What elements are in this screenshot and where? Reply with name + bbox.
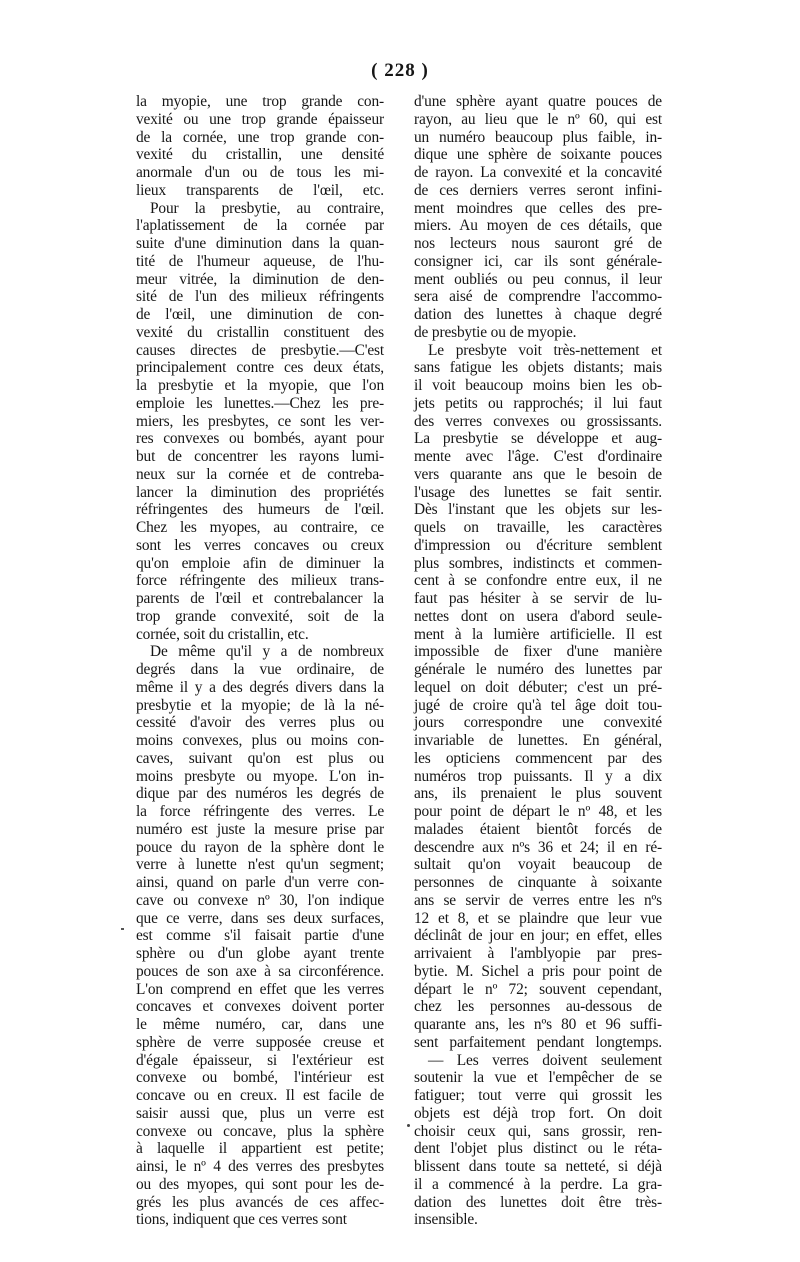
left-text-column [136,93,384,1229]
text-line: Chez les myopes, au contraire, ce [136,519,384,536]
text-line: numéros trop puissants. Il y a dix [414,767,662,785]
text-line: principalement contre ces deux états, [136,359,384,377]
text-line: moins presbyte ou myope. L'on in- [136,767,384,785]
text-line: jours correspondre une convexité [414,714,662,732]
text-line: dation des lunettes à chaque degré [414,306,662,323]
text-line: est comme s'il faisait partie d'une [136,927,384,945]
text-line: miers, les presbytes, ce sont les ver- [136,412,384,430]
text-line: blissent dans toute sa netteté, si déjà [414,1158,662,1175]
text-line: ment moindres que celles des pre- [414,199,662,217]
text-line: il a commencé à la perdre. La gra- [414,1175,662,1193]
text-line: vexité du cristallin constituent des [136,323,384,341]
page-number: ( 228 ) [371,60,429,81]
text-line: convexe ou bombé, l'intérieur est [136,1069,384,1087]
text-line: tité de l'humeur aqueuse, de l'hu- [136,252,384,270]
text-line: fatiguer; tout verre qui grossit les [414,1087,662,1104]
text-line: concave ou en creux. Il est facile de [136,1087,384,1104]
text-line: pouces de son axe à sa circonférence. [136,962,384,980]
text-line: départ le nº 72; souvent cependant, [414,980,662,998]
text-line: invariable de lunettes. En général, [414,732,662,749]
text-line: saisir aussi que, plus un verre est [136,1104,384,1122]
text-line: ainsi, quand on parle d'un verre con- [136,874,384,891]
text-line: verre à lunette n'est qu'un segment; [136,856,384,874]
text-line: impossible de fixer d'une manière [414,643,662,661]
text-line: les opticiens commencent par des [414,749,662,767]
text-line: choisir ceux qui, sans grossir, ren- [414,1122,662,1140]
text-line: grés les plus avancés de ces affec- [136,1193,384,1211]
text-line: neux sur la cornée et de contreba- [136,465,384,483]
text-line: de l'œil, une diminution de con- [136,306,384,323]
text-line: tions, indiquent que ces verres sont [136,1211,347,1229]
text-line: 12 et 8, et se plaindre que leur vue [414,909,662,927]
text-line: ans, ils prenaient le plus souvent [414,785,662,803]
text-line: cornée, soit du cristallin, etc. [136,625,309,643]
text-line: d'impression ou d'écriture semblent [414,536,662,554]
text-line: meur vitrée, la diminution de den- [136,270,384,288]
text-line: bytie. M. Sichel a pris pour point de [414,962,662,980]
text-line: de ces derniers verres seront infini- [414,181,662,199]
text-line: consigner ici, car ils sont générale- [414,252,662,270]
text-line: insensible. [414,1211,478,1229]
text-line: dique par des numéros les degrés de [136,785,384,803]
text-line: jugé de croire qu'à tel âge doit tou- [414,696,662,714]
text-line: personnes de cinquante à soixante [414,874,662,891]
text-line: — Les verres doivent seulement [428,1051,662,1069]
text-line: dique une sphère de soixante pouces [414,146,662,164]
text-line: Dès l'instant que les objets sur les- [414,501,662,519]
right-text-column [414,93,662,1229]
text-line: vexité ou une trop grande épaisseur [136,110,384,128]
text-line: parents de l'œil et contrebalancer la [136,590,384,607]
text-line: causes directes de presbytie.—C'est [136,341,384,359]
text-line: concaves et convexes doivent porter [136,998,384,1016]
text-line: le même numéro, car, dans une [136,1016,384,1033]
text-line: ainsi, le nº 4 des verres des presbytes [136,1158,384,1175]
text-line: lequel on doit débuter; c'est un pré- [414,678,662,696]
text-line: qu'on emploie afin de diminuer la [136,554,384,572]
text-line: arrivaient à l'amblyopie par pres- [414,945,662,962]
text-line: des verres convexes ou grossissants. [414,412,662,430]
text-line: d'égale épaisseur, si l'extérieur est [136,1051,384,1069]
text-line: objets est déjà trop fort. On doit [414,1104,662,1122]
text-line: Le presbyte voit très-nettement et [428,341,662,359]
text-line: convexe ou concave, plus la sphère [136,1122,384,1140]
text-line: anormale d'un ou de tous les mi- [136,164,384,181]
text-line: dent l'objet plus distinct ou le réta- [414,1140,662,1158]
text-line: nettes dont on usera d'abord seule- [414,607,662,625]
text-line: réfringentes des humeurs de l'œil. [136,501,384,519]
text-line: degrés dans la vue ordinaire, de [136,661,384,678]
text-line: L'on comprend en effet que les verres [136,980,384,998]
text-line: ans se servir de verres entre les nºs [414,891,662,909]
text-line: chez les personnes au-dessous de [414,998,662,1016]
text-line: que ce verre, dans ses deux surfaces, [136,909,384,927]
text-line: l'usage des lunettes se fait sentir. [414,483,662,501]
text-line: ment oubliés ou peu connus, il leur [414,270,662,288]
text-line: quels on travaille, les caractères [414,519,662,536]
text-line: l'aplatissement de la cornée par [136,217,384,235]
text-line: moins convexes, plus ou moins con- [136,732,384,749]
text-line: dation des lunettes doit être très- [414,1193,662,1211]
text-line: plus sombres, indistincts et commen- [414,554,662,572]
text-line: trop grande convexité, soit de la [136,607,384,625]
text-line: il voit beaucoup moins bien les ob- [414,377,662,394]
text-line: de rayon. La convexité et la concavité [414,164,662,181]
text-line: nos lecteurs nous sauront gré de [414,235,662,252]
text-line: ou des myopes, qui sont pour les de- [136,1175,384,1193]
text-line: vexité du cristallin, une densité [136,146,384,164]
text-line: de presbytie ou de myopie. [414,323,577,341]
text-line: quarante ans, les nºs 80 et 96 suffi- [414,1016,662,1033]
text-line: La presbytie se développe et aug- [414,430,662,448]
text-line: de la cornée, une trop grande con- [136,128,384,146]
text-line: presbytie et la myopie; de là la né- [136,696,384,714]
text-line: ment à la lumière artificielle. Il est [414,625,662,643]
text-line: générale le numéro des lunettes par [414,661,662,678]
text-line: sultait qu'on voyait beaucoup de [414,856,662,874]
text-line: vers quarante ans que le besoin de [414,465,662,483]
text-line: De même qu'il y a de nombreux [150,643,384,661]
text-line: un numéro beaucoup plus faible, in- [414,128,662,146]
text-line: sera aisé de comprendre l'accommo- [414,288,662,306]
text-line: sont les verres concaves ou creux [136,536,384,554]
text-line: faut pas hésiter à se servir de lu- [414,590,662,607]
text-line: but de concentrer les rayons lumi- [136,448,384,465]
text-line: la presbytie et la myopie, que l'on [136,377,384,394]
text-line: sphère ou d'un globe ayant trente [136,945,384,962]
text-line: miers. Au moyen de ces détails, que [414,217,662,235]
text-line: jets petits ou rapprochés; il lui faut [414,394,662,412]
text-line: sité de l'un des milieux réfringents [136,288,384,306]
text-line: rayon, au lieu que le nº 60, qui est [414,110,662,128]
text-line: cessité d'avoir des verres plus ou [136,714,384,732]
text-line: soutenir la vue et l'empêcher de se [414,1069,662,1087]
text-line: cave ou convexe nº 30, l'on indique [136,891,384,909]
text-line: res convexes ou bombés, ayant pour [136,430,384,448]
text-line: numéro est juste la mesure prise par [136,820,384,838]
text-line: emploie les lunettes.—Chez les pre- [136,394,384,412]
ink-speck [407,1124,410,1127]
text-line: même il y a des degrés divers dans la [136,678,384,696]
text-line: pouce du rayon de la sphère dont le [136,838,384,856]
text-line: à laquelle il appartient est petite; [136,1140,384,1158]
text-line: sphère de verre supposée creuse et [136,1033,384,1051]
text-line: malades étaient bientôt forcés de [414,820,662,838]
text-line: lieux transparents de l'œil, etc. [136,181,384,199]
text-line: cent à se confondre entre eux, il ne [414,572,662,590]
text-line: Pour la presbytie, au contraire, [150,199,384,217]
text-line: mente avec l'âge. C'est d'ordinaire [414,448,662,465]
text-line: descendre aux nºs 36 et 24; il en ré- [414,838,662,856]
ink-speck [121,928,124,930]
text-line: déclinât de jour en jour; en effet, elles [414,927,662,945]
text-line: suite d'une diminution dans la quan- [136,235,384,252]
text-line: la myopie, une trop grande con- [136,93,384,110]
text-line: caves, suivant qu'on est plus ou [136,749,384,767]
text-line: sent parfaitement pendant longtemps. [414,1033,662,1051]
text-line: pour point de départ le nº 48, et les [414,803,662,820]
text-line: la force réfringente des verres. Le [136,803,384,820]
text-line: sans fatigue les objets distants; mais [414,359,662,377]
text-line: d'une sphère ayant quatre pouces de [414,93,662,110]
text-line: lancer la diminution des propriétés [136,483,384,501]
text-line: force réfringente des milieux trans- [136,572,384,590]
